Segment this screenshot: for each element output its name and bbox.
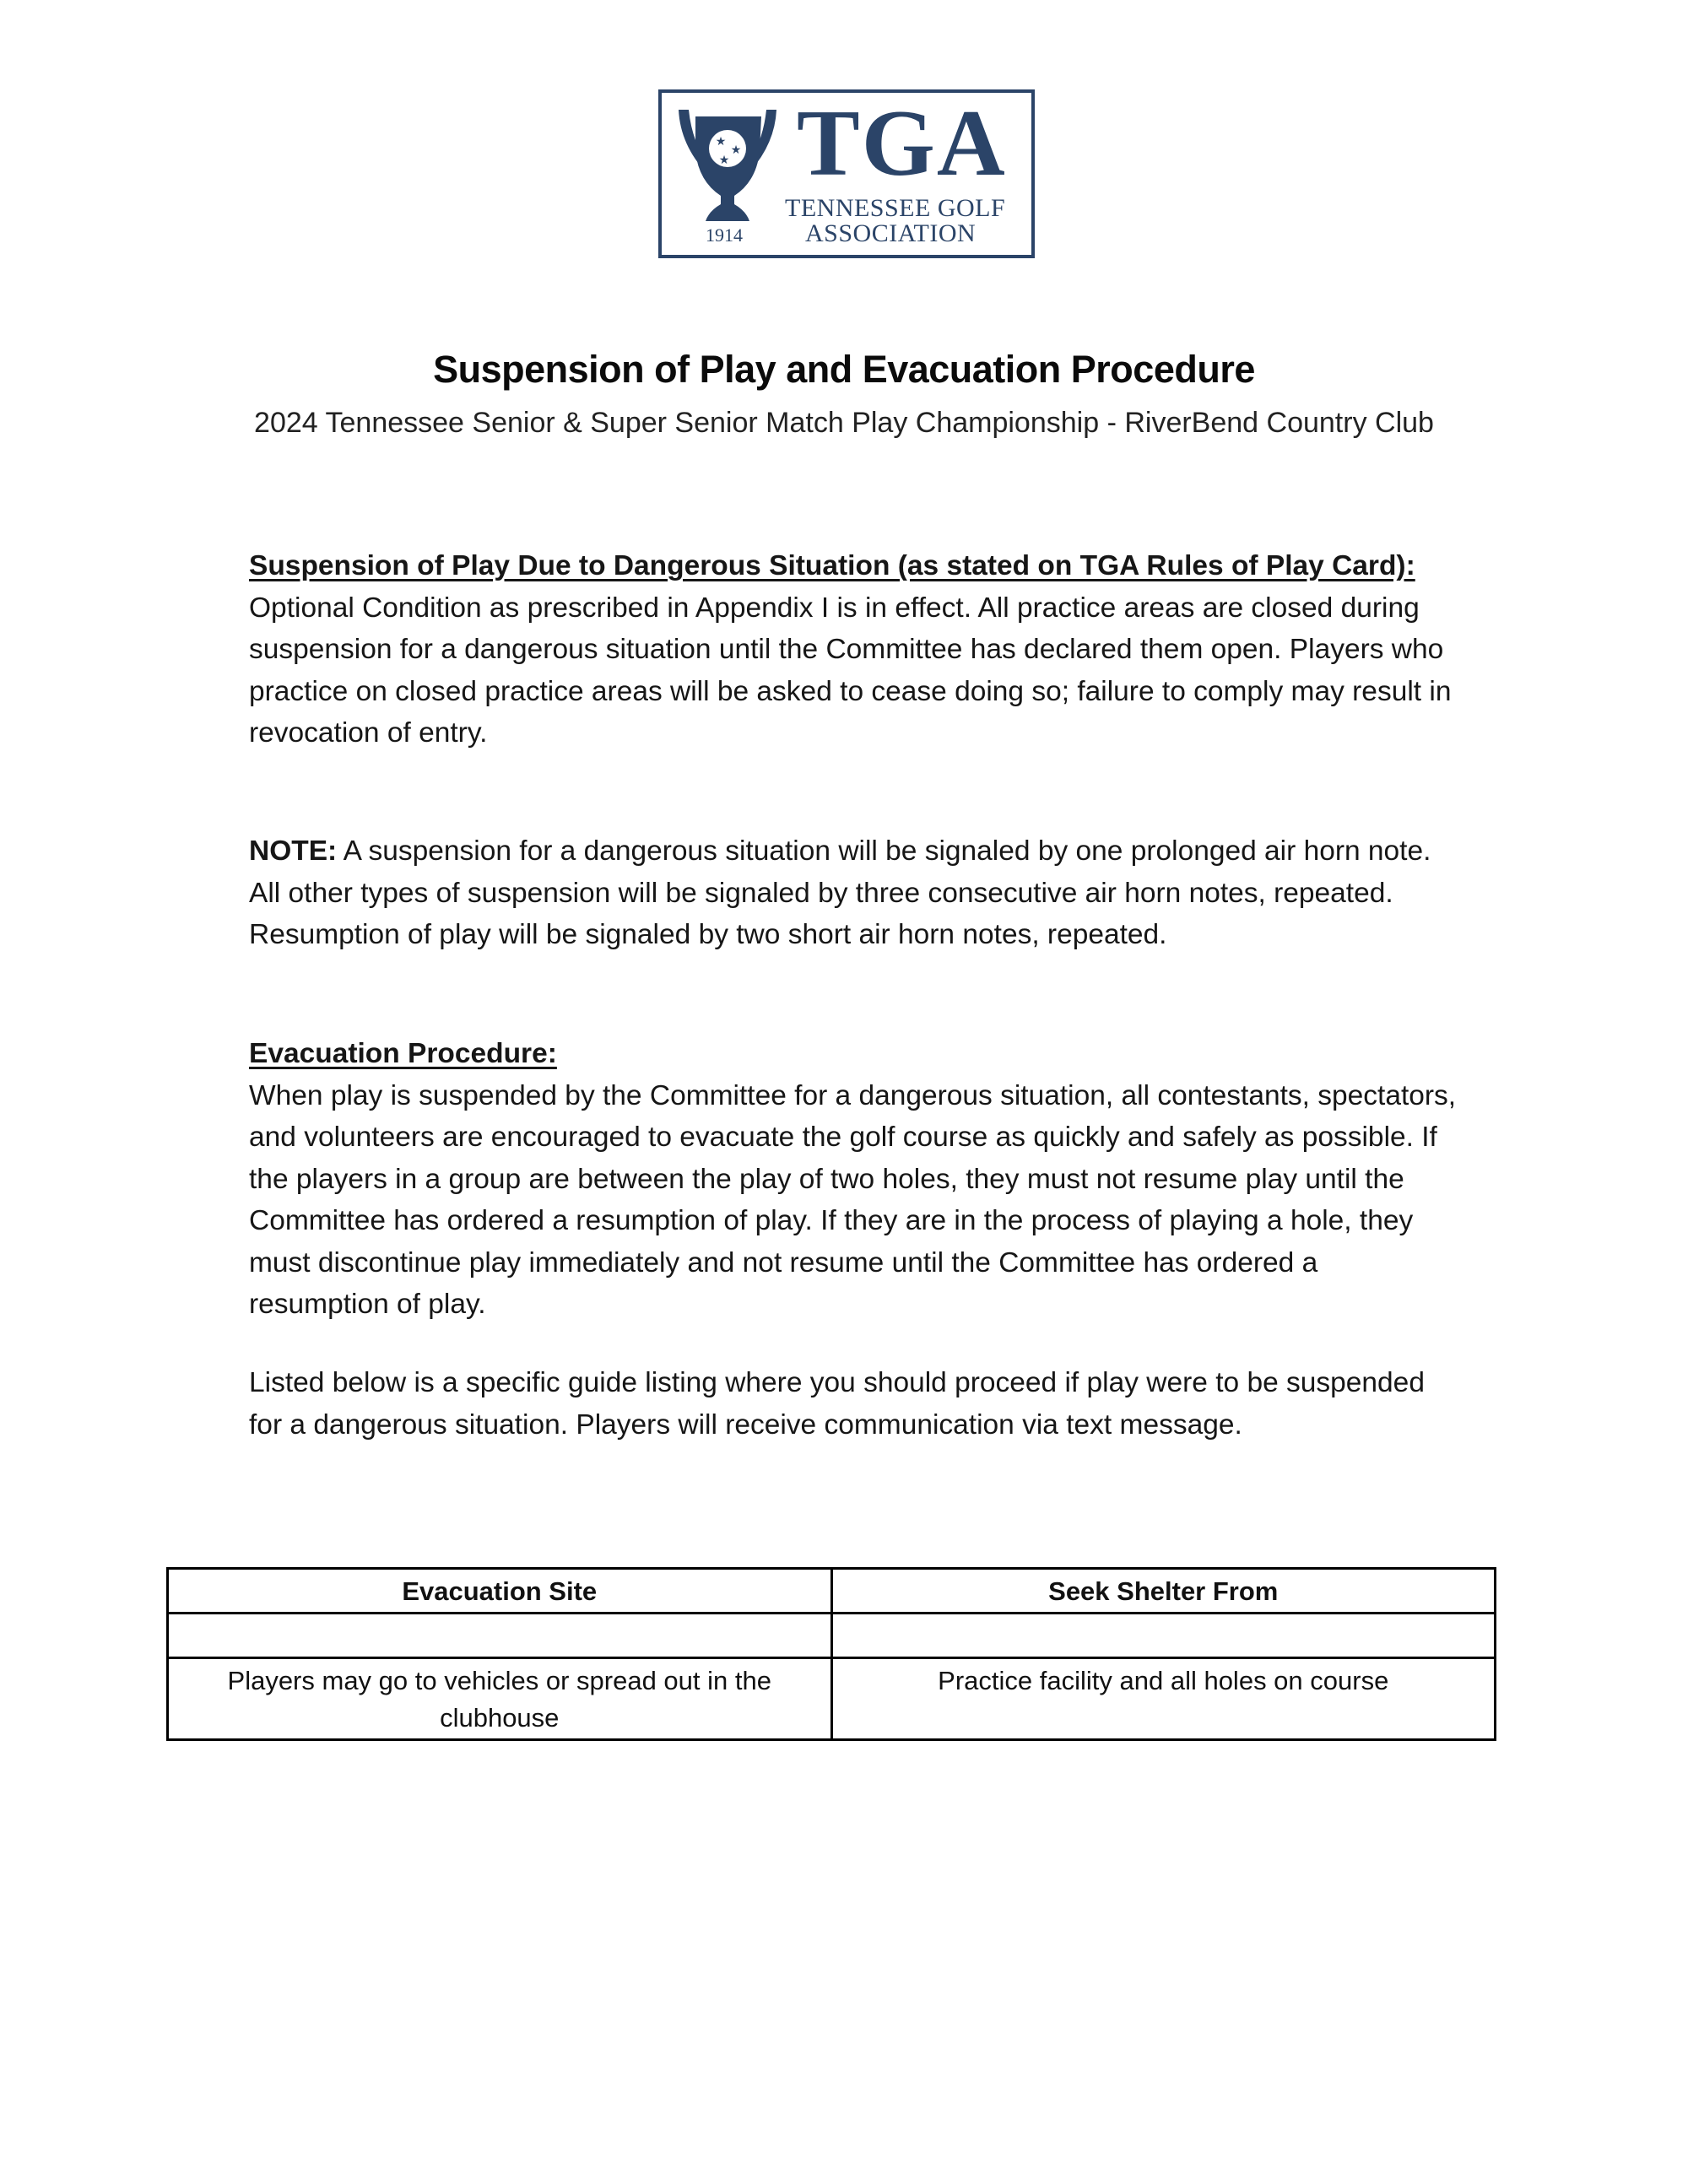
table-cell: Players may go to vehicles or spread out in the clubhouse xyxy=(168,1658,832,1740)
tga-logo xyxy=(658,89,1035,258)
table-cell xyxy=(831,1614,1496,1658)
logo-acronym: TGA xyxy=(797,91,1007,196)
suspension-section xyxy=(249,545,1464,754)
note-label: NOTE: xyxy=(249,835,338,867)
note-body: A suspension for a dangerous situation will be signaled by one prolonged air horn note. All other types of suspension will be signaled by three consecutive air horn notes, repeated. Resumption of play will be signaled by two short air horn notes, repeated. xyxy=(249,835,1431,950)
evacuation-table xyxy=(166,1567,1496,1741)
evacuation-body: When play is suspended by the Committee for a dangerous situation, all contestants, spectators, and volunteers are encouraged to evacuate the golf course as quickly and safely as possible. If the players in a group are between the play of two holes, they must not resume play until the Committee has ordered a resumption of play. If they are in the process of playing a hole, they must discontinue play immediately and not resume until the Committee has ordered a resumption of play. xyxy=(249,1079,1457,1320)
header-evacuation-site: Evacuation Site xyxy=(168,1569,832,1614)
svg-text:★: ★ xyxy=(718,154,730,167)
table-cell: Practice facility and all holes on course xyxy=(831,1658,1496,1740)
suspension-heading: Suspension of Play Due to Dangerous Situation (as stated on TGA Rules of Play Card): xyxy=(249,550,1415,581)
table-row xyxy=(168,1658,1496,1740)
page-subtitle: 2024 Tennessee Senior & Super Senior Match Play Championship - RiverBend Country Club xyxy=(254,407,1434,439)
table-cell xyxy=(168,1614,832,1658)
logo-line2: ASSOCIATION xyxy=(805,219,977,247)
suspension-body: Optional Condition as prescribed in Appendix I is in effect. All practice areas are closed during suspension for a dangerous situation until the Committee has declared them open. Players who practice on closed practice areas will be asked to cease doing so; failure to comply may result in revocation of entry. xyxy=(249,592,1452,749)
svg-text:★: ★ xyxy=(730,143,742,157)
table-row xyxy=(168,1614,1496,1658)
logo-line1: TENNESSEE GOLF xyxy=(785,194,1006,222)
table-header-row xyxy=(168,1569,1496,1614)
evacuation-section xyxy=(249,1033,1464,1326)
page-title: Suspension of Play and Evacuation Procedure xyxy=(433,348,1255,391)
evacuation-heading: Evacuation Procedure: xyxy=(249,1038,557,1069)
guide-body: Listed below is a specific guide listing where you should proceed if play were to be suspended for a dangerous situation. Players will receive communication via text message. xyxy=(249,1367,1425,1441)
guide-section xyxy=(249,1362,1464,1446)
note-section xyxy=(249,830,1464,956)
svg-text:★: ★ xyxy=(715,135,727,149)
logo-year: 1914 xyxy=(706,224,743,246)
header-seek-shelter-from: Seek Shelter From xyxy=(831,1569,1496,1614)
